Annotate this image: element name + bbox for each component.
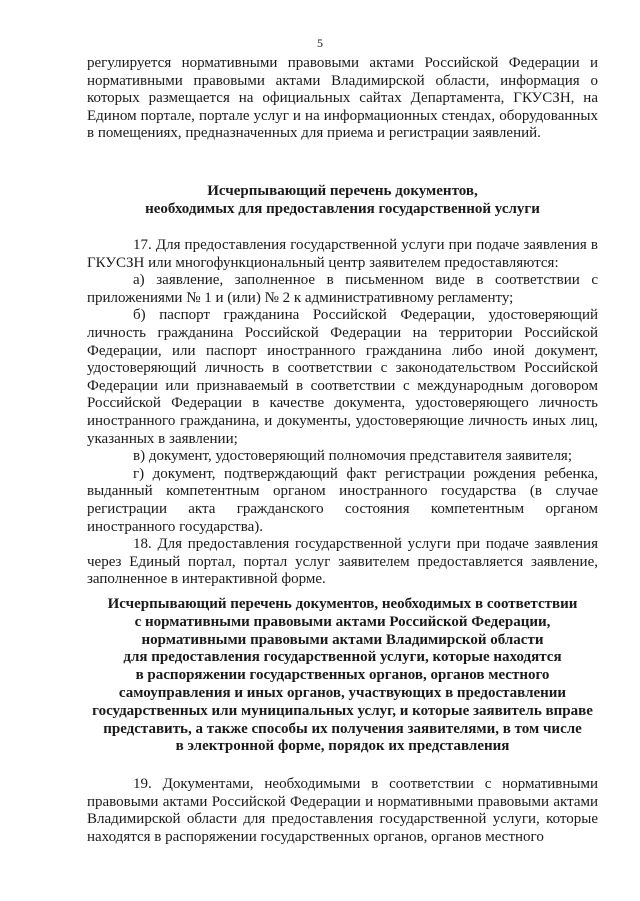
heading-line: Исчерпывающий перечень документов, [207,183,478,199]
section-heading-interagency-documents [87,596,598,756]
paragraph-17-g: г) документ, подтверждающий факт регистрации рождения ребенка, выданный компетентным органом иностранного государства (в случае регистрации акта гражданского состояния компетентным органом иностранного государства). [87,465,598,535]
page-number: 5 [317,36,323,50]
heading-line: государственных или муниципальных услуг, и которые заявитель вправе [92,702,593,719]
paragraph-17-b: б) паспорт гражданина Российской Федерации, удостоверяющий личность гражданина Российской Федерации на территории Российской Федерации, или паспорт иностранного гражданина либо иной документ, удостоверяющий личность в соответствии с законодательством Российской Федерации или признаваемый в соответствии с международным договором Российской Федерации в качестве документа, удостоверяющего личность иностранного гражданина, и документы, удостоверяющие личность иных лиц, указанных в заявлении; [87,307,598,447]
heading-line: в распоряжении государственных органов, органов местного [135,667,550,684]
heading-line: представить, а также способы их получения заявителями, в том числе [103,720,582,737]
heading-line: с нормативными правовыми актами Российской Федерации, [134,613,551,630]
section-body-documents [87,237,598,589]
section-body-interagency [87,776,598,846]
intro-paragraph: регулируется нормативными правовыми актами Российской Федерации и нормативными правовыми актами Владимирской области, информация о которых размещается на официальных сайтах Департамента, ГКУСЗН, на Едином портале, портале услуг и на информационных стендах, оборудованных в помещениях, предназначенных для приема и регистрации заявлений. [87,55,598,142]
paragraph-17: 17. Для предоставления государственной услуги при подаче заявления в ГКУСЗН или многофункциональный центр заявителем предоставляются: [87,237,598,271]
heading-line: Исчерпывающий перечень документов, необходимых в соответствии [107,596,578,612]
heading-line: нормативными правовыми актами Владимирской области [141,631,544,648]
intro-paragraph-block [87,55,598,143]
heading-line: необходимых для предоставления государственной услуги [145,200,540,217]
paragraph-19: 19. Документами, необходимыми в соответствии с нормативными правовыми актами Российской Федерации и нормативными правовыми актами Владимирской области для предоставления государственной услуги, которые находятся в распоряжении государственных органов, органов местного [87,776,598,845]
section-heading-documents [87,183,598,219]
heading-line: для предоставления государственной услуги, которые находятся [123,649,562,666]
paragraph-17-a: а) заявление, заполненное в письменном виде в соответствии с приложениями № 1 и (или) № 2 к административному регламенту; [87,272,598,306]
heading-line: самоуправления и иных органов, участвующих в предоставлении [118,684,567,701]
paragraph-17-v: в) документ, удостоверяющий полномочия представителя заявителя; [133,448,572,465]
heading-line: в электронной форме, порядок их представления [175,738,510,755]
paragraph-18: 18. Для предоставления государственной услуги при подаче заявления через Единый портал, портал услуг заявителем предоставляется заявление, заполненное в интерактивной форме. [87,536,598,588]
